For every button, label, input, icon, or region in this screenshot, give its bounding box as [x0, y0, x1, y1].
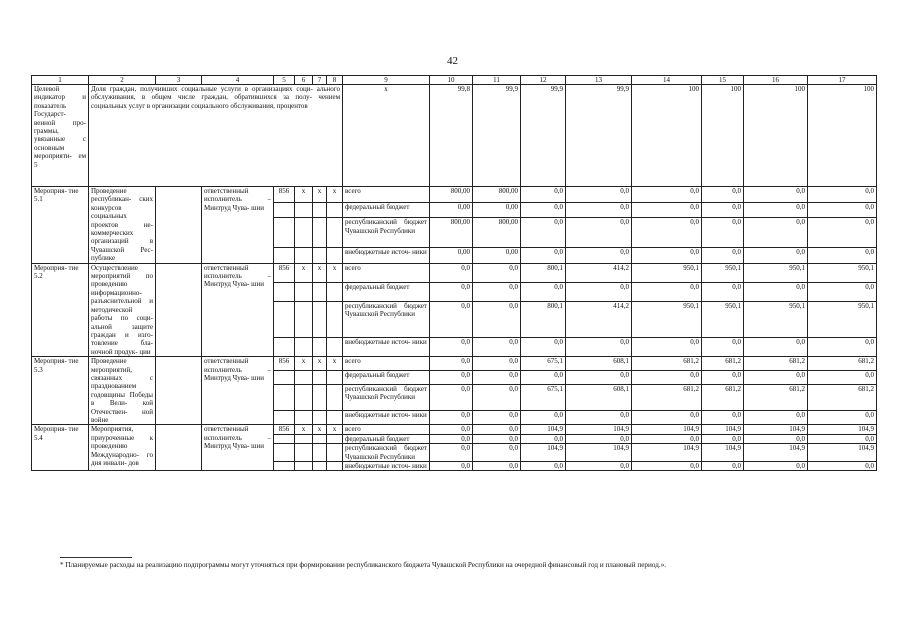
- funding-value: 800,1: [521, 263, 566, 282]
- column-number-row: [32, 76, 877, 85]
- funding-value: 0,0: [430, 385, 473, 411]
- column-number: 1: [32, 76, 89, 85]
- column-number: 9: [343, 76, 430, 85]
- column-number: 6: [295, 76, 313, 85]
- funding-value: 0,0: [521, 338, 566, 357]
- funding-value: 104,9: [566, 444, 632, 462]
- empty-code-cell: [295, 247, 313, 263]
- funding-value: 0,00: [430, 247, 473, 263]
- empty-code-cell: [295, 371, 313, 385]
- funding-value: 414,2: [566, 301, 632, 337]
- funding-value: 0,0: [744, 282, 808, 301]
- funding-value: 675,1: [521, 357, 566, 371]
- indicator-description: Доля граждан, получивших социальные услуги в организациях соци- ального обслуживания, в общем числе граждан, обратившихся за полу- чением социальных услуг в организации социального обслуживания, процентов: [89, 85, 343, 187]
- empty-code-cell: [274, 411, 295, 425]
- funding-source: всего: [343, 263, 430, 282]
- empty-code-cell: [313, 462, 327, 471]
- funding-source: внебюджетные источ- ники: [343, 411, 430, 425]
- funding-value: 0,0: [521, 202, 566, 218]
- funding-value: 681,2: [702, 357, 744, 371]
- activity-code-x: х: [327, 425, 343, 434]
- empty-code-cell: [327, 371, 343, 385]
- empty-code-cell: [274, 282, 295, 301]
- funding-value: 0,0: [473, 371, 521, 385]
- empty-code-cell: [313, 218, 327, 248]
- funding-source: внебюджетные источ- ники: [343, 247, 430, 263]
- funding-value: 0,0: [473, 263, 521, 282]
- funding-source: федеральный бюджет: [343, 282, 430, 301]
- funding-value: 0,0: [566, 411, 632, 425]
- empty-code-cell: [313, 371, 327, 385]
- empty-code-cell: [327, 218, 343, 248]
- funding-value: 0,0: [632, 247, 702, 263]
- funding-value: 0,0: [473, 338, 521, 357]
- funding-value: 800,00: [473, 218, 521, 248]
- funding-value: 0,0: [473, 425, 521, 434]
- funding-value: 800,00: [430, 218, 473, 248]
- funding-value: 0,0: [702, 371, 744, 385]
- funding-source: республиканский бюджет Чувашской Республики: [343, 385, 430, 411]
- funding-value: 0,0: [808, 371, 877, 385]
- funding-value: 950,1: [632, 301, 702, 337]
- funding-value: 0,0: [744, 202, 808, 218]
- funding-value: 800,00: [473, 187, 521, 203]
- funding-value: 608,1: [566, 357, 632, 371]
- activity-col3: [156, 357, 202, 425]
- table-body: [32, 76, 877, 471]
- funding-value: 0,0: [702, 218, 744, 248]
- funding-table: [31, 75, 877, 471]
- column-number: 7: [313, 76, 327, 85]
- empty-code-cell: [327, 444, 343, 462]
- empty-code-cell: [327, 385, 343, 411]
- empty-code-cell: [327, 247, 343, 263]
- activity-code: Мероприя- тие 5.1: [32, 187, 89, 264]
- funding-value: 0,0: [521, 434, 566, 443]
- indicator-label: Целевой индикатор и показатель Государст- венной про- граммы, увязанные с основным мероприяти- ем 5: [32, 85, 89, 187]
- funding-value: 0,00: [473, 247, 521, 263]
- empty-code-cell: [327, 202, 343, 218]
- funding-value: 0,0: [521, 282, 566, 301]
- empty-code-cell: [295, 434, 313, 443]
- funding-value: 950,1: [744, 301, 808, 337]
- funding-value: 0,0: [566, 247, 632, 263]
- funding-value: 0,0: [632, 371, 702, 385]
- funding-value: 0,0: [430, 371, 473, 385]
- indicator-row: [32, 85, 877, 187]
- funding-value: 0,0: [473, 385, 521, 411]
- empty-code-cell: [327, 462, 343, 471]
- funding-source: всего: [343, 187, 430, 203]
- funding-value: 0,0: [473, 282, 521, 301]
- funding-value: 0,0: [430, 357, 473, 371]
- activity-code-x: х: [313, 425, 327, 434]
- activity-name: Осуществление мероприятий по проведению информационно- разъяснительной и методической работы по соци- альной защите граждан и изго- товление бла- ночной продук- ции: [89, 263, 156, 356]
- funding-value: 0,0: [808, 202, 877, 218]
- column-number: 2: [89, 76, 156, 85]
- funding-value: 0,0: [430, 444, 473, 462]
- table-row: [32, 357, 877, 371]
- table-row: [32, 425, 877, 434]
- activity-code-x: х: [295, 357, 313, 371]
- funding-value: 0,0: [808, 187, 877, 203]
- funding-value: 0,0: [566, 282, 632, 301]
- funding-value: 800,00: [430, 187, 473, 203]
- funding-value: 950,1: [808, 301, 877, 337]
- funding-value: 104,9: [566, 425, 632, 434]
- activity-code-x: х: [295, 187, 313, 203]
- funding-value: 0,0: [632, 434, 702, 443]
- funding-value: 0,0: [566, 462, 632, 471]
- funding-value: 104,9: [521, 444, 566, 462]
- empty-code-cell: [274, 338, 295, 357]
- empty-code-cell: [313, 282, 327, 301]
- funding-value: 681,2: [744, 385, 808, 411]
- empty-code-cell: [327, 301, 343, 337]
- activity-code-x: х: [313, 187, 327, 203]
- funding-value: 0,0: [430, 434, 473, 443]
- indicator-value: 99,9: [473, 85, 521, 187]
- footnote: * Планируемые расходы на реализацию подпрограммы могут уточняться при формировании республиканского бюджета Чувашской Республики на очередной финансовый год и плановый период.».: [60, 561, 667, 569]
- activity-code-x: х: [327, 357, 343, 371]
- funding-value: 0,0: [744, 187, 808, 203]
- page-number: 42: [447, 55, 458, 67]
- funding-value: 950,1: [744, 263, 808, 282]
- empty-code-cell: [274, 462, 295, 471]
- empty-code-cell: [274, 434, 295, 443]
- funding-value: 0,0: [473, 411, 521, 425]
- funding-value: 0,0: [632, 411, 702, 425]
- empty-code-cell: [295, 202, 313, 218]
- empty-code-cell: [274, 301, 295, 337]
- funding-value: 0,0: [430, 301, 473, 337]
- funding-value: 0,0: [702, 462, 744, 471]
- table-row: [32, 263, 877, 282]
- column-number: 16: [744, 76, 808, 85]
- activity-responsible: ответственный исполнитель – Минтруд Чува- шии: [202, 357, 274, 425]
- empty-code-cell: [313, 411, 327, 425]
- funding-value: 0,0: [430, 263, 473, 282]
- activity-col3: [156, 263, 202, 356]
- column-number: 13: [566, 76, 632, 85]
- funding-value: 0,0: [521, 247, 566, 263]
- activity-code-x: х: [327, 263, 343, 282]
- funding-value: 0,0: [702, 434, 744, 443]
- funding-value: 950,1: [702, 301, 744, 337]
- funding-value: 0,0: [566, 202, 632, 218]
- funding-value: 950,1: [702, 263, 744, 282]
- activity-grbs: 856: [274, 425, 295, 434]
- indicator-value: 100: [808, 85, 877, 187]
- funding-value: 0,0: [521, 371, 566, 385]
- empty-code-cell: [327, 338, 343, 357]
- funding-value: 0,0: [473, 444, 521, 462]
- empty-code-cell: [295, 282, 313, 301]
- funding-value: 0,0: [702, 202, 744, 218]
- funding-value: 0,0: [744, 434, 808, 443]
- activity-name: Проведение республикан- ских конкурсов социальных проектов не- коммерческих организаций в Чувашской Рес- публике: [89, 187, 156, 264]
- funding-value: 414,2: [566, 263, 632, 282]
- empty-code-cell: [295, 338, 313, 357]
- empty-code-cell: [274, 247, 295, 263]
- funding-source: республиканский бюджет Чувашской Республики: [343, 301, 430, 337]
- funding-value: 104,9: [632, 425, 702, 434]
- funding-value: 0,0: [566, 218, 632, 248]
- funding-value: 0,0: [430, 282, 473, 301]
- funding-value: 0,0: [521, 462, 566, 471]
- column-number: 8: [327, 76, 343, 85]
- funding-value: 104,9: [702, 425, 744, 434]
- funding-value: 0,0: [808, 247, 877, 263]
- funding-value: 950,1: [808, 263, 877, 282]
- empty-code-cell: [274, 371, 295, 385]
- funding-value: 0,0: [808, 434, 877, 443]
- funding-value: 104,9: [744, 444, 808, 462]
- funding-value: 608,1: [566, 385, 632, 411]
- funding-value: 104,9: [521, 425, 566, 434]
- empty-code-cell: [313, 385, 327, 411]
- empty-code-cell: [295, 444, 313, 462]
- funding-value: 0,0: [632, 187, 702, 203]
- column-number: 10: [430, 76, 473, 85]
- funding-value: 0,0: [702, 338, 744, 357]
- activity-responsible: ответственный исполнитель – Минтруд Чува- шии: [202, 263, 274, 356]
- funding-value: 0,0: [473, 434, 521, 443]
- footnote-separator: [60, 557, 132, 558]
- column-number: 15: [702, 76, 744, 85]
- funding-value: 0,0: [473, 357, 521, 371]
- funding-source: федеральный бюджет: [343, 434, 430, 443]
- funding-source: федеральный бюджет: [343, 371, 430, 385]
- funding-value: 0,0: [702, 247, 744, 263]
- activity-code-x: х: [295, 425, 313, 434]
- funding-value: 104,9: [632, 444, 702, 462]
- empty-code-cell: [295, 218, 313, 248]
- activity-code: Мероприя- тие 5.3: [32, 357, 89, 425]
- activity-col3: [156, 187, 202, 264]
- funding-value: 0,0: [521, 187, 566, 203]
- column-number: 5: [274, 76, 295, 85]
- activity-responsible: ответственный исполнитель – Минтруд Чува- шии: [202, 425, 274, 471]
- column-number: 3: [156, 76, 202, 85]
- empty-code-cell: [327, 411, 343, 425]
- funding-source: республиканский бюджет Чувашской Республики: [343, 218, 430, 248]
- funding-source: федеральный бюджет: [343, 202, 430, 218]
- empty-code-cell: [295, 385, 313, 411]
- funding-source: республиканский бюджет Чувашской Республики: [343, 444, 430, 462]
- activity-code-x: х: [295, 263, 313, 282]
- activity-code-x: х: [313, 357, 327, 371]
- funding-value: 681,2: [702, 385, 744, 411]
- funding-value: 681,2: [632, 385, 702, 411]
- funding-value: 0,0: [566, 371, 632, 385]
- funding-value: 681,2: [808, 385, 877, 411]
- funding-value: 0,0: [808, 411, 877, 425]
- funding-value: 0,0: [744, 338, 808, 357]
- funding-value: 0,0: [744, 411, 808, 425]
- funding-source: внебюджетные источ- ники: [343, 462, 430, 471]
- empty-code-cell: [295, 301, 313, 337]
- funding-value: 0,0: [430, 411, 473, 425]
- activity-code-x: х: [313, 263, 327, 282]
- funding-value: 0,0: [632, 202, 702, 218]
- funding-value: 0,00: [430, 202, 473, 218]
- indicator-value: 99,8: [430, 85, 473, 187]
- funding-value: 950,1: [632, 263, 702, 282]
- empty-code-cell: [327, 434, 343, 443]
- funding-value: 104,9: [744, 425, 808, 434]
- funding-value: 681,2: [744, 357, 808, 371]
- indicator-source: х: [343, 85, 430, 187]
- funding-value: 0,0: [702, 411, 744, 425]
- funding-value: 0,0: [430, 462, 473, 471]
- activity-name: Мероприятия, приуроченные к проведению Международно- го дня инвали- дов: [89, 425, 156, 471]
- empty-code-cell: [327, 282, 343, 301]
- empty-code-cell: [274, 202, 295, 218]
- activity-code: Мероприя- тие 5.4: [32, 425, 89, 471]
- funding-source: внебюджетные источ- ники: [343, 338, 430, 357]
- funding-value: 0,0: [473, 301, 521, 337]
- funding-value: 0,0: [808, 282, 877, 301]
- empty-code-cell: [313, 338, 327, 357]
- funding-value: 0,0: [632, 282, 702, 301]
- empty-code-cell: [274, 385, 295, 411]
- funding-value: 0,0: [744, 371, 808, 385]
- activity-col3: [156, 425, 202, 471]
- empty-code-cell: [274, 444, 295, 462]
- indicator-value: 99,9: [566, 85, 632, 187]
- indicator-value: 100: [744, 85, 808, 187]
- column-number: 11: [473, 76, 521, 85]
- column-number: 14: [632, 76, 702, 85]
- funding-value: 0,0: [566, 434, 632, 443]
- funding-value: 0,00: [473, 202, 521, 218]
- activity-name: Проведение мероприятий, связанных с празднованием годовщины Победы в Вели- кой Отечествен- ной войне: [89, 357, 156, 425]
- empty-code-cell: [313, 434, 327, 443]
- activity-grbs: 856: [274, 263, 295, 282]
- funding-value: 104,9: [808, 444, 877, 462]
- funding-value: 0,0: [632, 338, 702, 357]
- funding-value: 0,0: [744, 462, 808, 471]
- funding-value: 675,1: [521, 385, 566, 411]
- activity-grbs: 856: [274, 357, 295, 371]
- funding-value: 0,0: [566, 338, 632, 357]
- funding-value: 0,0: [430, 338, 473, 357]
- funding-value: 681,2: [632, 357, 702, 371]
- indicator-value: 99,9: [521, 85, 566, 187]
- funding-value: 0,0: [744, 218, 808, 248]
- funding-value: 0,0: [744, 247, 808, 263]
- indicator-value: 100: [632, 85, 702, 187]
- funding-value: 681,2: [808, 357, 877, 371]
- funding-value: 0,0: [566, 187, 632, 203]
- column-number: 12: [521, 76, 566, 85]
- activity-code: Мероприя- тие 5.2: [32, 263, 89, 356]
- funding-value: 0,0: [632, 462, 702, 471]
- funding-value: 104,9: [808, 425, 877, 434]
- empty-code-cell: [313, 301, 327, 337]
- funding-value: 0,0: [521, 218, 566, 248]
- funding-source: всего: [343, 425, 430, 434]
- empty-code-cell: [274, 218, 295, 248]
- empty-code-cell: [313, 202, 327, 218]
- funding-value: 0,0: [702, 282, 744, 301]
- table-row: [32, 187, 877, 203]
- empty-code-cell: [295, 411, 313, 425]
- indicator-value: 100: [702, 85, 744, 187]
- column-number: 4: [202, 76, 274, 85]
- funding-value: 0,0: [473, 462, 521, 471]
- empty-code-cell: [313, 247, 327, 263]
- funding-value: 800,1: [521, 301, 566, 337]
- funding-source: всего: [343, 357, 430, 371]
- empty-code-cell: [295, 462, 313, 471]
- column-number: 17: [808, 76, 877, 85]
- funding-value: 0,0: [430, 425, 473, 434]
- activity-code-x: х: [327, 187, 343, 203]
- activity-responsible: ответственный исполнитель – Минтруд Чува- шии: [202, 187, 274, 264]
- funding-value: 0,0: [808, 462, 877, 471]
- funding-value: 0,0: [808, 338, 877, 357]
- funding-value: 0,0: [808, 218, 877, 248]
- funding-value: 104,9: [702, 444, 744, 462]
- empty-code-cell: [313, 444, 327, 462]
- funding-value: 0,0: [632, 218, 702, 248]
- activity-grbs: 856: [274, 187, 295, 203]
- funding-value: 0,0: [521, 411, 566, 425]
- funding-value: 0,0: [702, 187, 744, 203]
